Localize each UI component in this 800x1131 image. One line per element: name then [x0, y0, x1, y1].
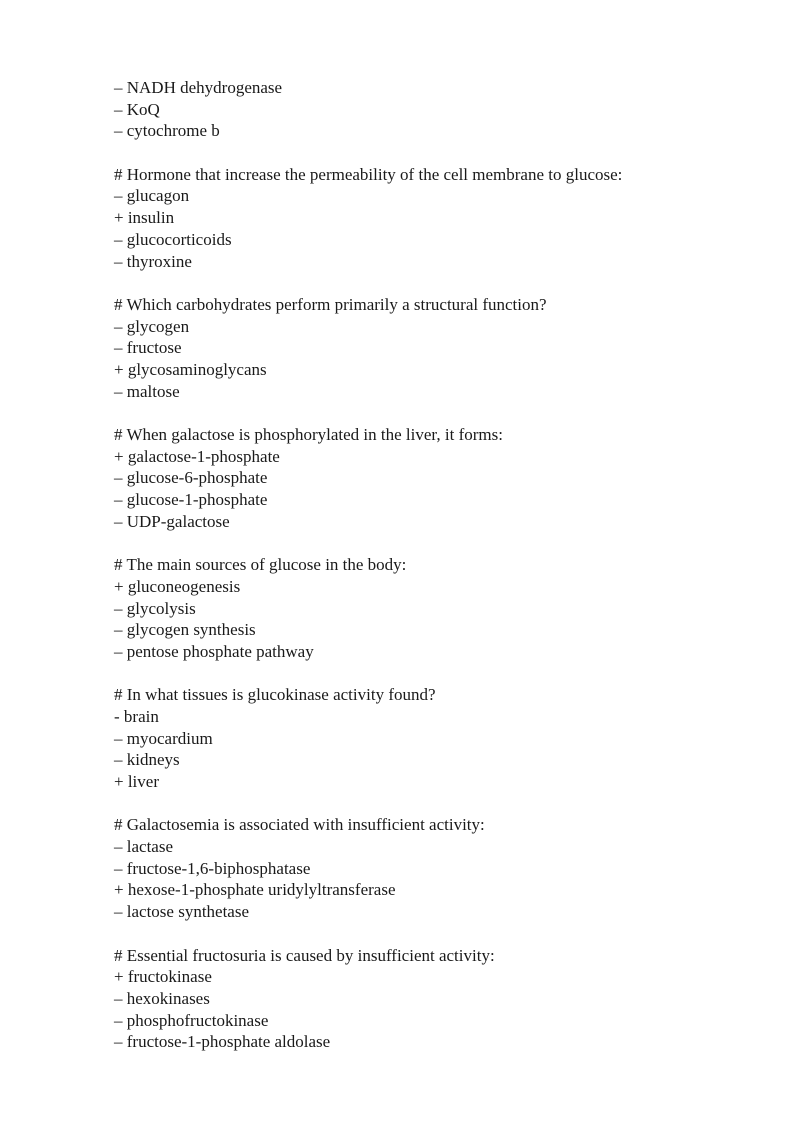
- answer-option: + fructokinase: [114, 967, 212, 987]
- answer-option: – glucose-1-phosphate: [114, 490, 268, 510]
- answer-option: + gluconeogenesis: [114, 576, 241, 596]
- answer-option: – KoQ: [114, 99, 160, 119]
- answer-option: – glucagon: [114, 186, 190, 206]
- blank-line: [114, 142, 754, 164]
- question-block: [114, 684, 754, 792]
- question-text: # Which carbohydrates perform primarily a structural function?: [114, 294, 547, 314]
- answer-option: + insulin: [114, 208, 175, 228]
- question-block: [114, 814, 754, 922]
- answer-option: + galactose-1-phosphate: [114, 446, 280, 466]
- answer-option: + hexose-1-phosphate uridylyltransferase: [114, 880, 396, 900]
- answer-option: – fructose-1-phosphate aldolase: [114, 1032, 331, 1052]
- document-page: [114, 77, 754, 1053]
- answer-option: – lactase: [114, 837, 173, 857]
- answer-option: + glycosaminoglycans: [114, 359, 267, 379]
- answer-option: – maltose: [114, 381, 180, 401]
- blank-line: [114, 923, 754, 945]
- intro-options: [114, 77, 754, 142]
- blank-line: [114, 532, 754, 554]
- answer-option: – fructose-1,6-biphosphatase: [114, 858, 311, 878]
- answer-option: – glucose-6-phosphate: [114, 468, 268, 488]
- answer-option: – lactose synthetase: [114, 902, 250, 922]
- question-block: [114, 294, 754, 402]
- answer-option: – glycolysis: [114, 598, 196, 618]
- question-block: [114, 554, 754, 662]
- answer-option: – kidneys: [114, 750, 180, 770]
- answer-option: – pentose phosphate pathway: [114, 641, 314, 661]
- answer-option: – myocardium: [114, 728, 213, 748]
- question-block: [114, 424, 754, 532]
- question-block: [114, 164, 754, 272]
- blank-line: [114, 402, 754, 424]
- question-text: # Hormone that increase the permeability of the cell membrane to glucose:: [114, 164, 623, 184]
- question-block: [114, 945, 754, 1053]
- blank-line: [114, 793, 754, 815]
- question-text: # Galactosemia is associated with insufficient activity:: [114, 815, 485, 835]
- blank-line: [114, 272, 754, 294]
- answer-option: – thyroxine: [114, 251, 192, 271]
- answer-option: – fructose: [114, 338, 182, 358]
- answer-option: – glucocorticoids: [114, 229, 232, 249]
- question-text: # The main sources of glucose in the body:: [114, 555, 407, 575]
- answer-option: – UDP-galactose: [114, 511, 230, 531]
- answer-option: – phosphofructokinase: [114, 1010, 269, 1030]
- answer-option: + liver: [114, 772, 159, 791]
- answer-option: - brain: [114, 706, 159, 726]
- answer-option: – NADH dehydrogenase: [114, 78, 283, 97]
- question-text: # When galactose is phosphorylated in the liver, it forms:: [114, 425, 503, 444]
- answer-option: – glycogen synthesis: [114, 620, 256, 640]
- question-text: # In what tissues is glucokinase activity found?: [114, 685, 436, 705]
- answer-option: – cytochrome b: [114, 121, 220, 141]
- blank-line: [114, 663, 754, 685]
- answer-option: – hexokinases: [114, 988, 210, 1008]
- answer-option: – glycogen: [114, 316, 190, 336]
- question-text: # Essential fructosuria is caused by insufficient activity:: [114, 945, 495, 965]
